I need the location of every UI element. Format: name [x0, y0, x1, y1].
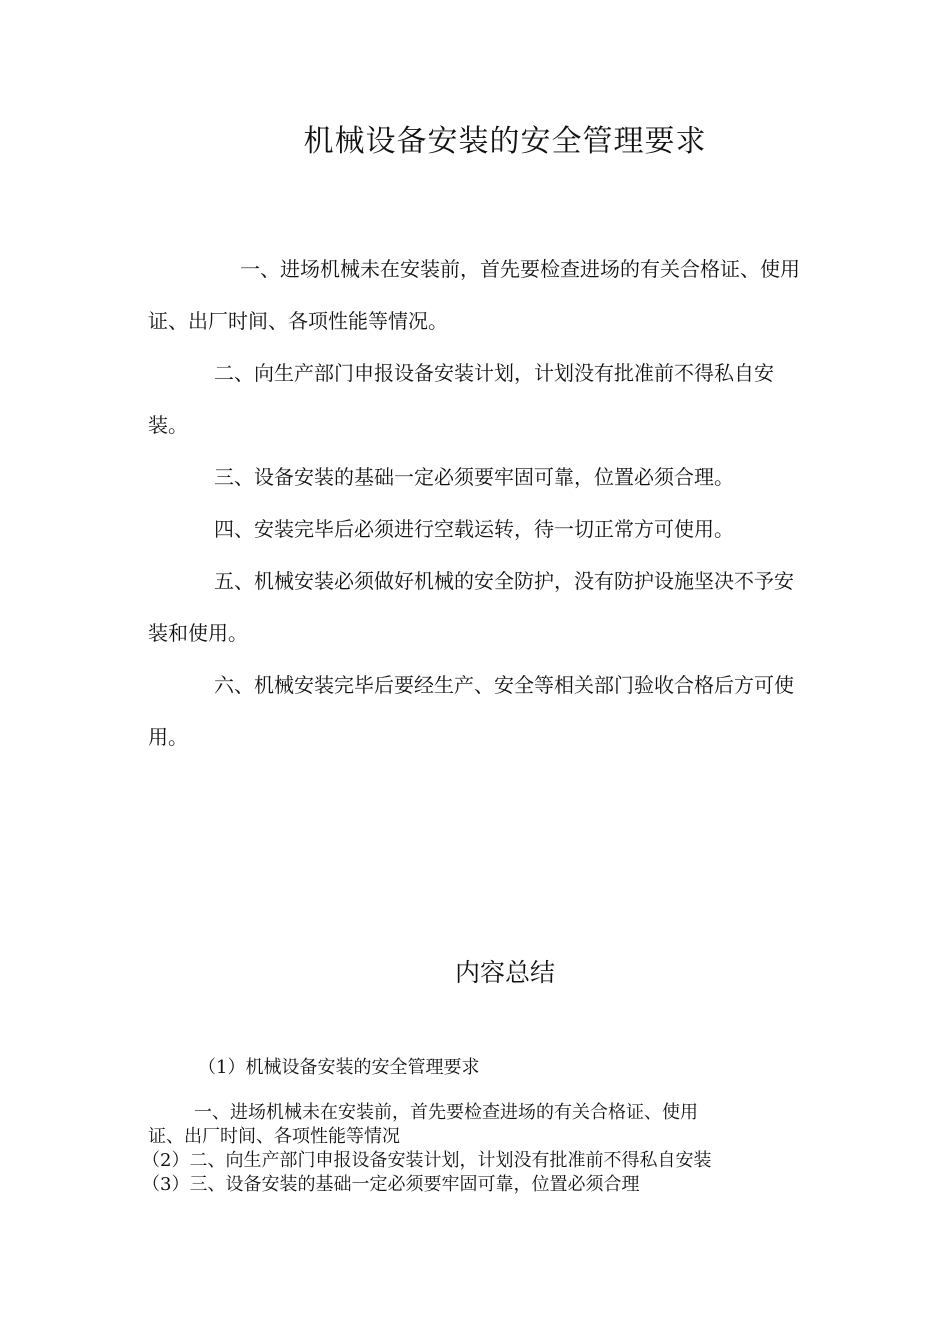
document-title: 机械设备安装的安全管理要求 [303, 124, 707, 159]
paragraph-4: 四、安装完毕后必须进行空载运转，待一切正常方可使用。 [214, 517, 734, 541]
summary-heading: （1）机械设备安装的安全管理要求 [198, 1057, 480, 1078]
summary-list [142, 1055, 818, 1197]
paragraph-1: 一、进场机械未在安装前，首先要检查进场的有关合格证、使用证、出厂时间、各项性能等情况。 [148, 257, 800, 333]
summary-item-2: （2）二、向生产部门申报设备安装计划，计划没有批准前不得私自安装 [142, 1150, 712, 1171]
summary-item-1-line-2: 证、出厂时间、各项性能等情况 [148, 1126, 400, 1147]
summary-item-3: （3）三、设备安装的基础一定必须要牢固可靠，位置必须合理 [142, 1174, 640, 1195]
paragraph-3: 三、设备安装的基础一定必须要牢固可靠，位置必须合理。 [214, 465, 734, 489]
summary-title: 内容总结 [454, 958, 555, 987]
summary-item-1-line-1: 一、进场机械未在安装前，首先要检查进场的有关合格证、使用 [194, 1102, 698, 1123]
paragraph-5: 五、机械安装必须做好机械的安全防护，没有防护设施坚决不予安装和使用。 [148, 569, 794, 645]
paragraph-6: 六、机械安装完毕后要经生产、安全等相关部门验收合格后方可使用。 [148, 673, 794, 749]
document-body [148, 243, 808, 763]
paragraph-2: 二、向生产部门申报设备安装计划，计划没有批准前不得私自安装。 [148, 361, 774, 437]
summary-item-1 [148, 1101, 818, 1149]
